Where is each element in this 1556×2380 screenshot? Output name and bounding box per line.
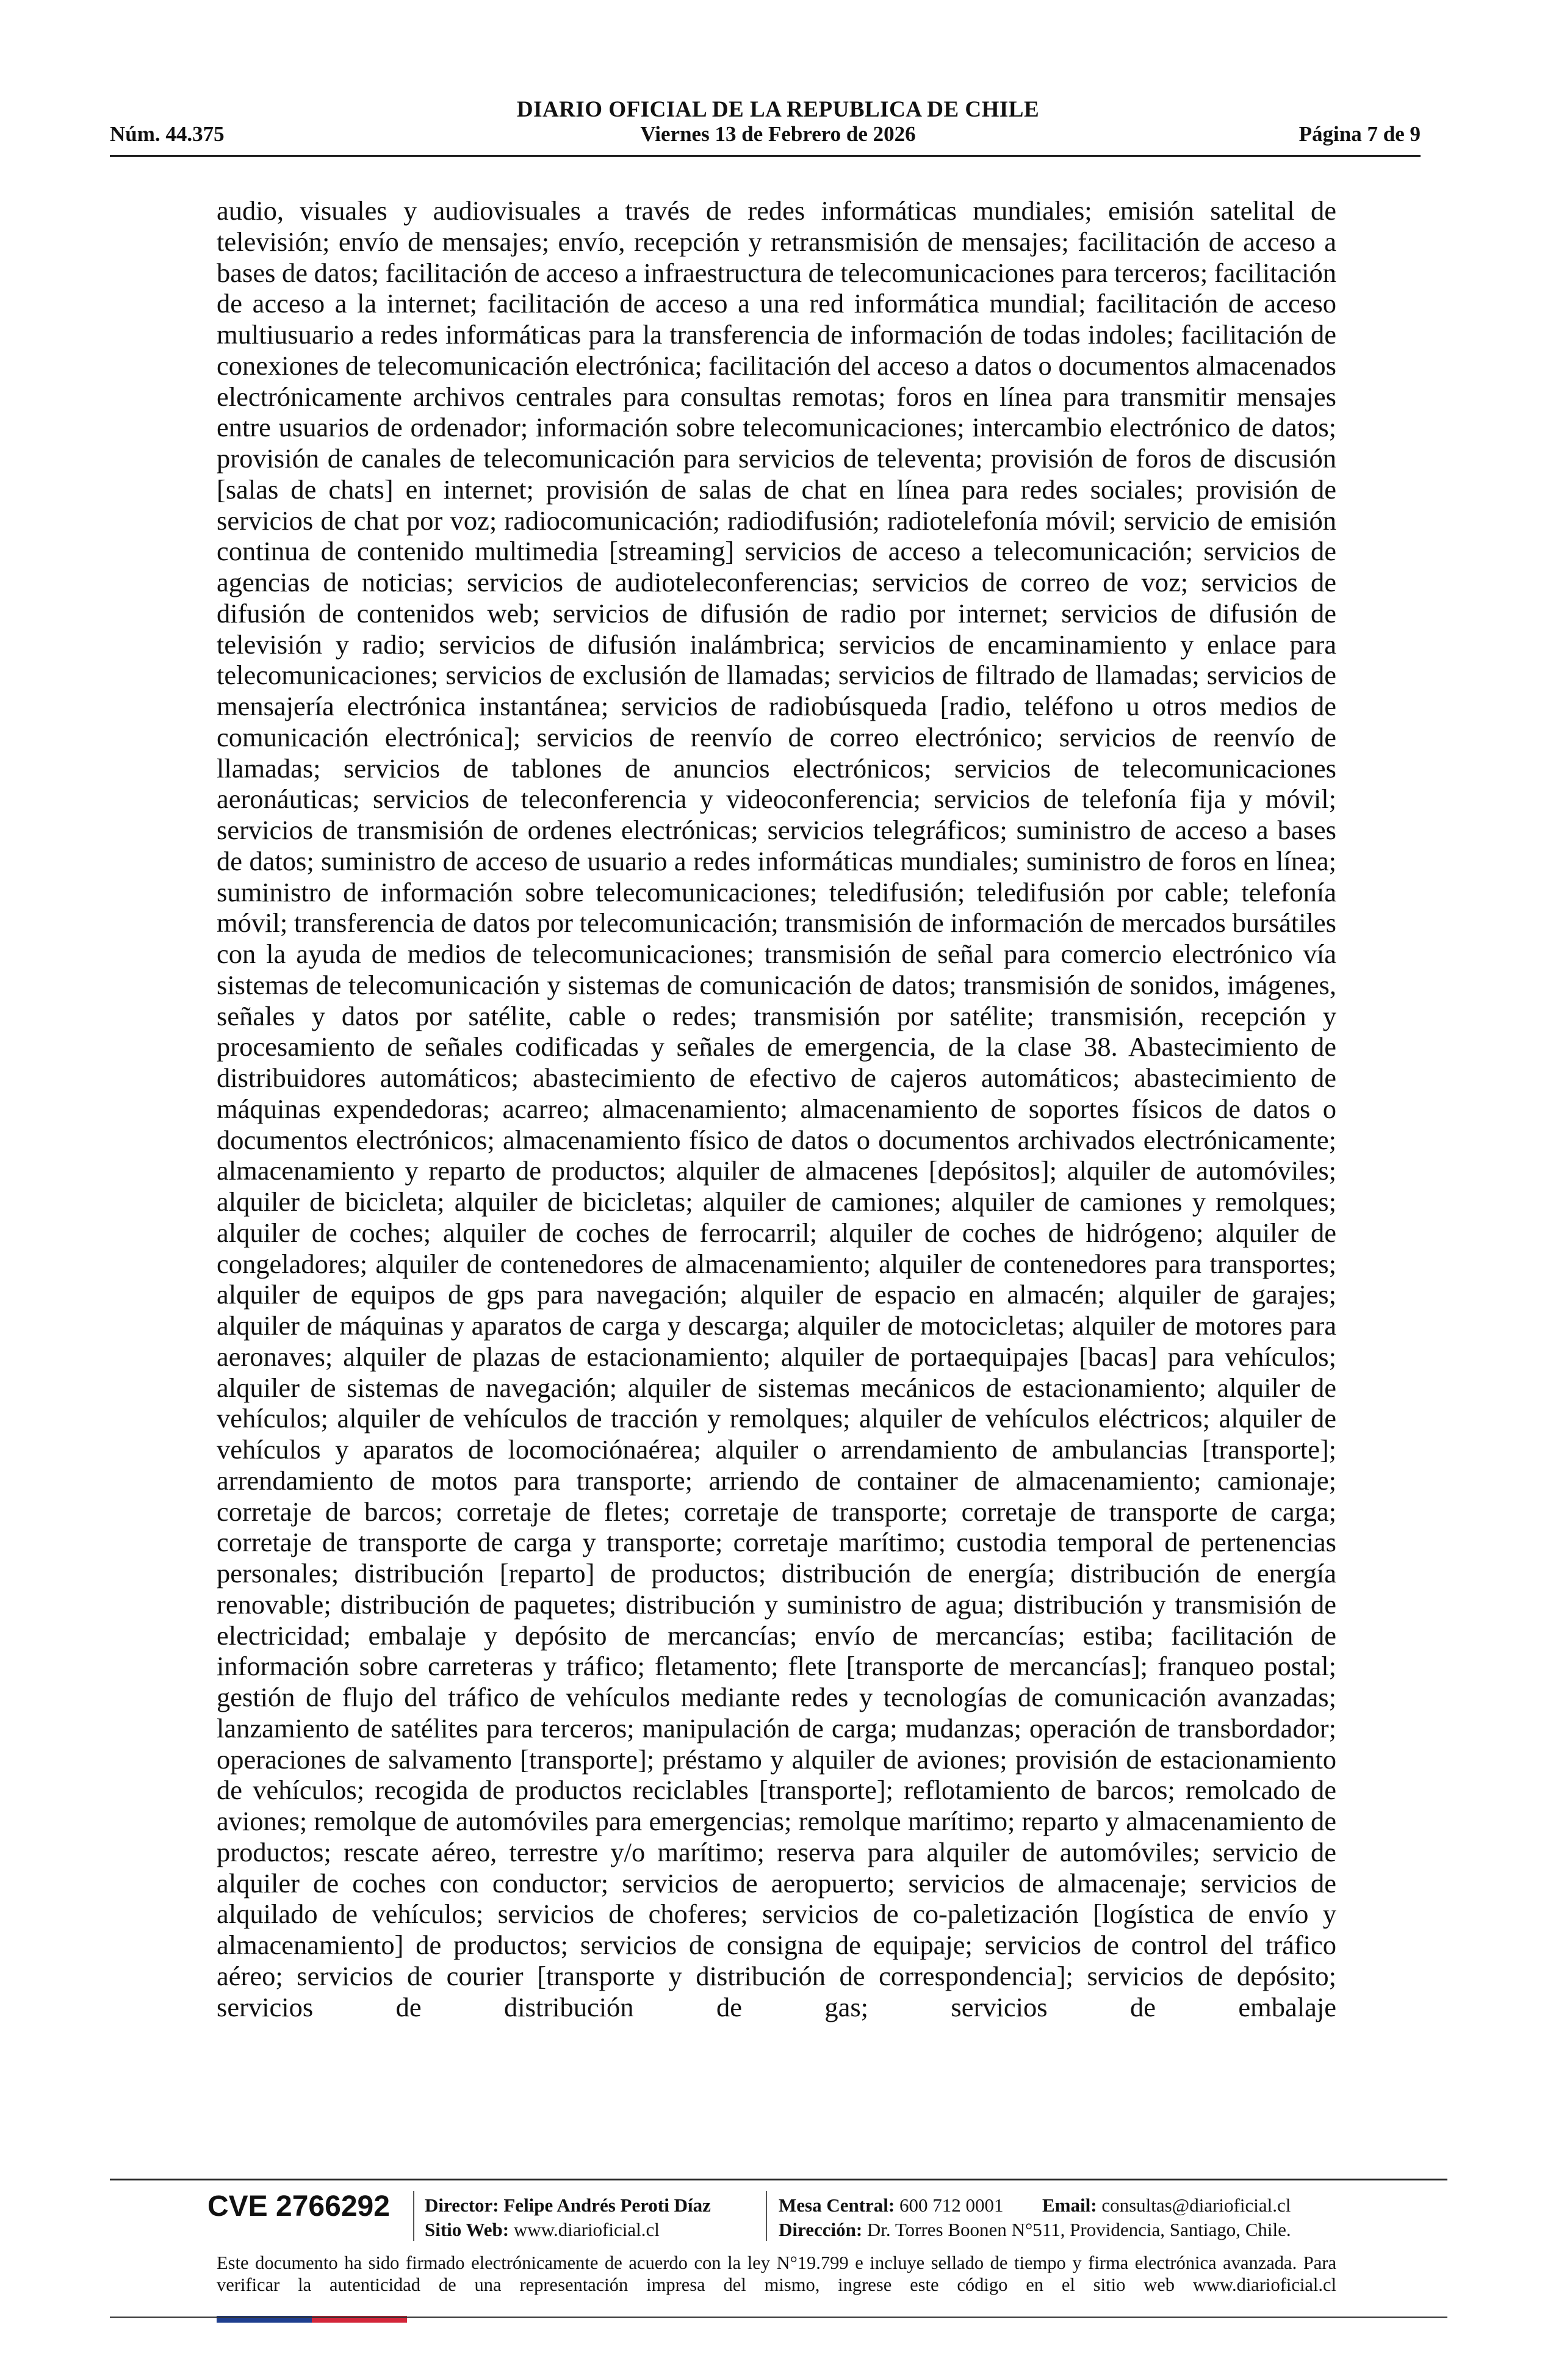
email-label: Email: bbox=[1042, 2194, 1097, 2216]
director-name: Felipe Andrés Peroti Díaz bbox=[503, 2194, 711, 2216]
website-line bbox=[425, 2219, 660, 2241]
website-link[interactable]: www.diarioficial.cl bbox=[513, 2219, 660, 2240]
footer-divider-bottom bbox=[110, 2317, 1447, 2318]
email-link[interactable]: consultas@diarioficial.cl bbox=[1101, 2194, 1291, 2216]
phone-label: Mesa Central: bbox=[779, 2194, 895, 2216]
phone-number: 600 712 0001 bbox=[899, 2194, 1004, 2216]
footer-divider-top bbox=[110, 2179, 1447, 2180]
website-label: Sitio Web: bbox=[425, 2219, 510, 2240]
phone-line bbox=[779, 2194, 1004, 2216]
header-divider bbox=[110, 155, 1421, 157]
address-value: Dr. Torres Boonen N°511, Providencia, Santiago, Chile. bbox=[866, 2219, 1291, 2240]
page-indicator: Página 7 de 9 bbox=[1298, 122, 1421, 146]
cve-code: CVE 2766292 bbox=[207, 2190, 390, 2223]
email-line bbox=[1042, 2194, 1291, 2216]
address-label: Dirección: bbox=[779, 2219, 863, 2240]
footer-separator bbox=[766, 2191, 767, 2241]
body-paragraph: audio, visuales y audiovisuales a través de redes informáticas mundiales; emisión satelital de televisión; envío de mensajes; envío, recepción y retransmisión de mensajes; facilitación de acceso a bases de datos; facilitación de acceso a infraestructura de telecomunicaciones para terceros; facilitación de acceso a la internet; facilitación de acceso a una red informática mundial; facilitación de acceso multiusuario a redes informáticas para la transferencia de información de todas indoles; facilitación de conexiones de telecomunicación electrónica; facilitación del acceso a datos o documentos almacenados electrónicamente archivos centrales para consultas remotas; foros en línea para transmitir mensajes entre usuarios de ordenador; información sobre telecomunicaciones; intercambio electrónico de datos; provisión de canales de telecomunicación para servicios de televenta; provisión de foros de discusión [salas de chats] en internet; provisión de salas de chat en línea para redes sociales; provisión de servicios de chat por voz; radiocomunicación; radiodifusión; radiotelefonía móvil; servicio de emisión continua de contenido multimedia [streaming] servicios de acceso a telecomunicación; servicios de agencias de noticias; servicios de audioteleconferencias; servicios de correo de voz; servicios de difusión de contenidos web; servicios de difusión de radio por internet; servicios de difusión de televisión y radio; servicios de difusión inalámbrica; servicios de encaminamiento y enlace para telecomunicaciones; servicios de exclusión de llamadas; servicios de filtrado de llamadas; servicios de mensajería electrónica instantánea; servicios de radiobúsqueda [radio, teléfono u otros medios de comunicación electrónica]; servicios de reenvío de correo electrónico; servicios de reenvío de llamadas; servicios de tablones de anuncios electrónicos; servicios de telecomunicaciones aeronáuticas; servicios de teleconferencia y videoconferencia; servicios de telefonía fija y móvil; servicios de transmisión de ordenes electrónicas; servicios telegráficos; suministro de acceso a bases de datos; suministro de acceso de usuario a redes informáticas mundiales; suministro de foros en línea; suministro de información sobre telecomunicaciones; teledifusión; teledifusión por cable; telefonía móvil; transferencia de datos por telecomunicación; transmisión de información de mercados bursátiles con la ayuda de medios de telecomunicaciones; transmisión de señal para comercio electrónico vía sistemas de telecomunicación y sistemas de comunicación de datos; transmisión de sonidos, imágenes, señales y datos por satélite, cable o redes; transmisión por satélite; transmisión, recepción y procesamiento de señales codificadas y señales de emergencia, de la clase 38. Abastecimiento de distribuidores automáticos; abastecimiento de efectivo de cajeros automáticos; abastecimiento de máquinas expendedoras; acarreo; almacenamiento; almacenamiento de soportes físicos de datos o documentos electrónicos; almacenamiento físico de datos o documentos archivados electrónicamente; almacenamiento y reparto de productos; alquiler de almacenes [depósitos]; alquiler de automóviles; alquiler de bicicleta; alquiler de bicicletas; alquiler de camiones; alquiler de camiones y remolques; alquiler de coches; alquiler de coches de ferrocarril; alquiler de coches de hidrógeno; alquiler de congeladores; alquiler de contenedores de almacenamiento; alquiler de contenedores para transportes; alquiler de equipos de gps para navegación; alquiler de espacio en almacén; alquiler de garajes; alquiler de máquinas y aparatos de carga y descarga; alquiler de motocicletas; alquiler de motores para aeronaves; alquiler de plazas de estacionamiento; alquiler de portaequipajes [bacas] para vehículos; alquiler de sistemas de navegación; alquiler de sistemas mecánicos de estacionamiento; alquiler de vehículos; alquiler de vehículos de tracción y remolques; alquiler de vehículos eléctricos; alquiler de vehículos y aparatos de locomociónaérea; alquiler o arrendamiento de ambulancias [transporte]; arrendamiento de motos para transporte; arriendo de container de almacenamiento; camionaje; corretaje de barcos; corretaje de fletes; corretaje de transporte; corretaje de transporte de carga; corretaje de transporte de carga y transporte; corretaje marítimo; custodia temporal de pertenencias personales; distribución [reparto] de productos; distribución de energía; distribución de energía renovable; distribución de paquetes; distribución y suministro de agua; distribución y transmisión de electricidad; embalaje y depósito de mercancías; envío de mercancías; estiba; facilitación de información sobre carreteras y tráfico; fletamento; flete [transporte de mercancías]; franqueo postal; gestión de flujo del tráfico de vehículos mediante redes y tecnologías de comunicación avanzadas; lanzamiento de satélites para terceros; manipulación de carga; mudanzas; operación de transbordador; operaciones de salvamento [transporte]; préstamo y alquiler de aviones; provisión de estacionamiento de vehículos; recogida de productos reciclables [transporte]; reflotamiento de barcos; remolcado de aviones; remolque de automóviles para emergencias; remolque marítimo; reparto y almacenamiento de productos; rescate aéreo, terrestre y/o marítimo; reserva para alquiler de automóviles; servicio de alquiler de coches con conductor; servicios de aeropuerto; servicios de almacenaje; servicios de alquilado de vehículos; servicios de choferes; servicios de co-paletización [logística de envío y almacenamiento] de productos; servicios de consigna de equipaje; servicios de control del tráfico aéreo; servicios de courier [transporte y distribución de correspondencia]; servicios de depósito; servicios de distribución de gas; servicios de embalaje bbox=[217, 195, 1336, 2022]
address-line bbox=[779, 2219, 1291, 2241]
footer-separator bbox=[413, 2191, 414, 2241]
page-header-title: DIARIO OFICIAL DE LA REPUBLICA DE CHILE bbox=[516, 97, 1040, 122]
signature-notice: Este documento ha sido firmado electrónicamente de acuerdo con la ley N°19.799 e incluye sellado de tiempo y firma electrónica avanzada. Para verificar la autenticidad de una representación impresa del mismo, ingrese este código en el sitio web www.diarioficial.cl bbox=[217, 2252, 1336, 2295]
issue-number: Núm. 44.375 bbox=[110, 122, 225, 146]
director-line bbox=[425, 2194, 711, 2216]
director-label: Director: bbox=[425, 2194, 499, 2216]
issue-date: Viernes 13 de Febrero de 2026 bbox=[640, 122, 916, 146]
